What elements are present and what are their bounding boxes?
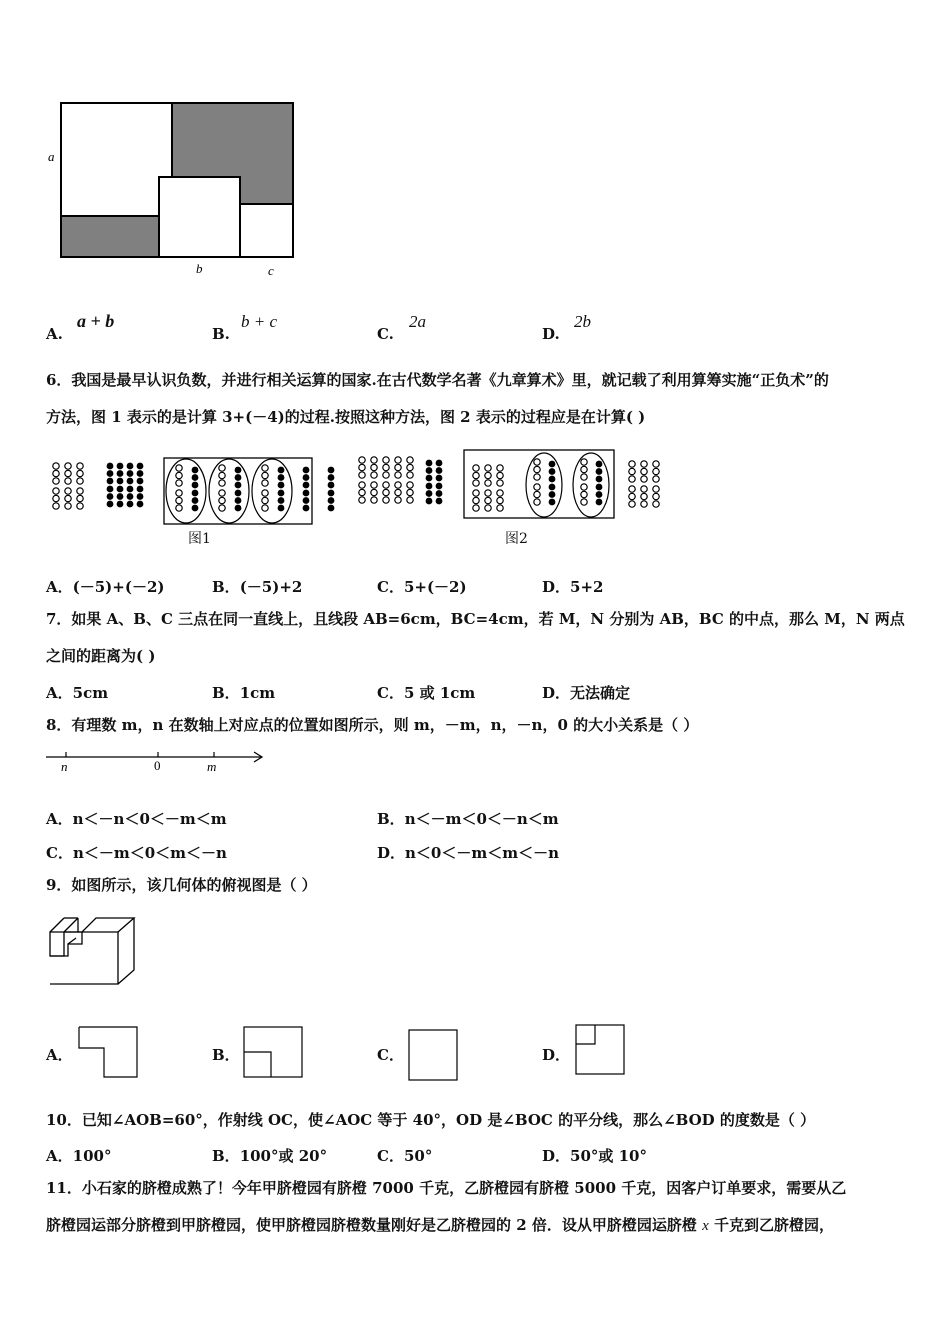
q5-option-c-expr: 2a (409, 312, 426, 331)
fig1-positive-rods (53, 463, 83, 509)
square-a (61, 103, 172, 216)
q8-number-line (44, 745, 268, 775)
q9-option-b-figure[interactable] (243, 1026, 305, 1080)
label-c: c (268, 263, 274, 278)
q6-text-line2: 方法，图 1 表示的是计算 3+(－4)的过程.按照这种方法，图 2 表示的过程应是在计算( ) (46, 408, 646, 426)
fig2-negative-rods (426, 460, 443, 505)
q5-option-d[interactable]: D. (542, 325, 560, 343)
q9-text-line1: 9．如图所示，该几何体的俯视图是（ ） (46, 876, 317, 894)
q7-option-d[interactable]: D．无法确定 (542, 684, 631, 702)
q9-solid-figure (46, 908, 142, 992)
fig1-negative-rods (107, 463, 144, 508)
q6-option-c[interactable]: C．5+(－2) (377, 578, 467, 596)
axis-label-n: n (61, 759, 68, 774)
q9-option-d[interactable]: D． (542, 1046, 571, 1064)
q9-option-b[interactable]: B． (212, 1046, 240, 1064)
fig2-pairs (473, 453, 609, 517)
q6-counting-rods-figure (44, 448, 684, 552)
q10-text-line1: 10．已知∠AOB=60°，作射线 OC，使∠AOC 等于 40°，OD 是∠BOC 的平分线，那么∠BOD 的度数是（ ） (46, 1111, 816, 1129)
label-a: a (48, 149, 55, 164)
q5-option-c[interactable]: C. (377, 325, 394, 343)
q11-text-line2: 脐橙园运部分脐橙到甲脐橙园，使甲脐橙园脐橙数量刚好是乙脐橙园的 2 倍．设从甲脐橙园运脐橙 x 千克到乙脐橙园， (46, 1216, 835, 1234)
q8-option-d[interactable]: D．n＜0＜－m＜m＜－n (377, 844, 560, 862)
q9-option-c-figure[interactable] (408, 1029, 460, 1083)
q6-option-d[interactable]: D．5+2 (542, 578, 604, 596)
q7-text-line2: 之间的距离为( ) (46, 647, 156, 665)
q11-text-line1: 11．小石家的脐橙成熟了！今年甲脐橙园有脐橙 7000 千克，乙脐橙园有脐橙 5000 千克，因客户订单要求，需要从乙 (46, 1179, 847, 1197)
q7-option-a[interactable]: A．5cm (46, 684, 109, 702)
q6-text-line1: 6．我国是最早认识负数，并进行相关运算的国家.在古代数学名著《九章算术》里，就记载了利用算筹实施“正负术”的 (46, 371, 829, 389)
q9-option-a-figure[interactable] (78, 1026, 140, 1080)
q5-option-d-expr: 2b (574, 312, 591, 331)
q7-option-c[interactable]: C．5 或 1cm (377, 684, 476, 702)
q5-option-a-expr: a + b (77, 311, 115, 331)
q9-option-a[interactable]: A． (46, 1046, 73, 1064)
square-c (240, 204, 293, 257)
square-b (159, 177, 240, 257)
q5-option-b-expr: b + c (241, 312, 278, 331)
q6-option-a[interactable]: A．(－5)+(－2) (46, 578, 165, 596)
q8-text-line1: 8．有理数 m，n 在数轴上对应点的位置如图所示，则 m，－m，n，－n，0 的大小关系是（ ） (46, 716, 699, 734)
q7-text-line1: 7．如果 A、B、C 三点在同一直线上，且线段 AB=6cm，BC=4cm，若 M，N 分别为 AB，BC 的中点，那么 M，N 两点 (46, 610, 905, 628)
q8-option-c[interactable]: C．n＜－m＜0＜m＜－n (46, 844, 227, 862)
q11-variable-x: x (702, 1218, 709, 1234)
fig2-result (629, 461, 659, 507)
q5-option-b[interactable]: B. (212, 325, 230, 343)
q8-option-b[interactable]: B．n＜－m＜0＜－n＜m (377, 810, 559, 828)
q10-option-c[interactable]: C．50° (377, 1147, 433, 1165)
axis-label-zero: 0 (154, 758, 161, 773)
q5-rectangle-figure (44, 95, 304, 285)
fig2-caption: 图2 (505, 531, 528, 547)
q8-option-a[interactable]: A．n＜－n＜0＜－m＜m (46, 810, 227, 828)
axis-label-m: m (207, 759, 217, 774)
label-b: b (196, 261, 203, 276)
fig1-caption: 图1 (188, 531, 211, 547)
fig1-pairs (166, 459, 309, 523)
q6-option-b[interactable]: B．(－5)+2 (212, 578, 303, 596)
q9-option-d-figure[interactable] (575, 1024, 627, 1078)
q9-option-c[interactable]: C． (377, 1046, 404, 1064)
q10-option-b[interactable]: B．100°或 20° (212, 1147, 328, 1165)
fig1-result (328, 467, 335, 512)
shaded-region-bottom-left (61, 216, 159, 257)
q10-option-a[interactable]: A．100° (46, 1147, 112, 1165)
q10-option-d[interactable]: D．50°或 10° (542, 1147, 647, 1165)
q5-option-a[interactable]: A. (46, 325, 63, 343)
q7-option-b[interactable]: B．1cm (212, 684, 276, 702)
fig2-positive-rods (359, 457, 413, 503)
